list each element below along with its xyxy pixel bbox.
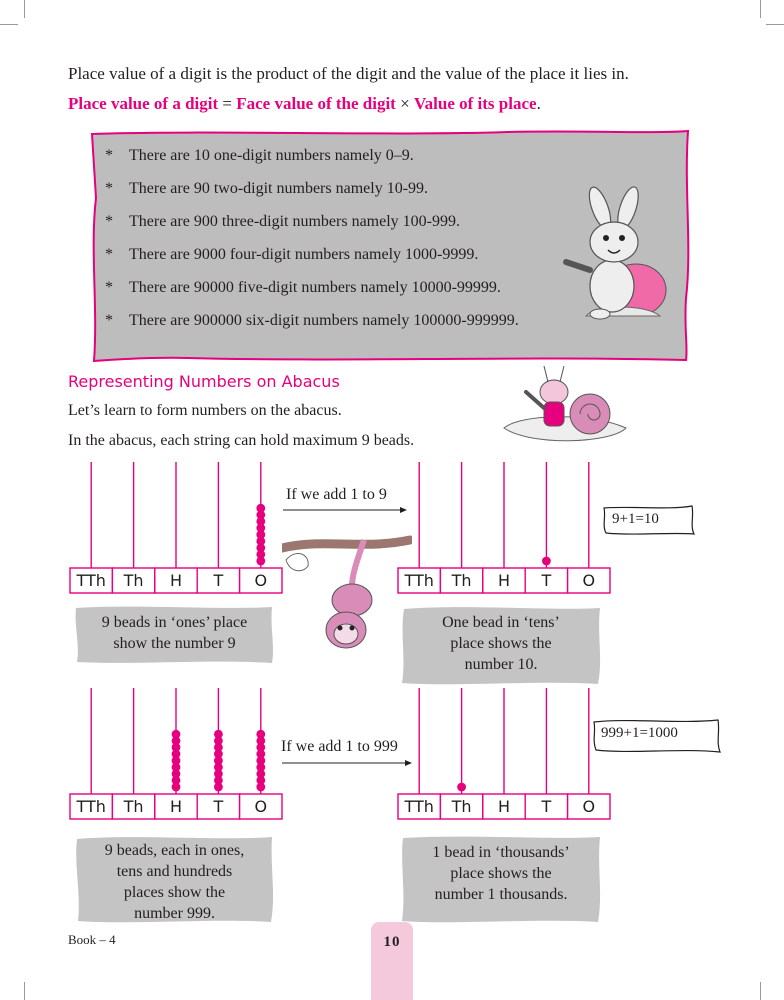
book-label: Book – 4 [68,932,116,947]
caption-nine [72,612,277,654]
abacus-place-label: H [169,571,183,590]
fact-text: There are 90000 five-digit numbers namely 10000-99999. [129,279,501,296]
abacus-one-thousand [398,688,610,819]
abacus-place-label: H [497,797,511,816]
abacus-bead [214,730,223,739]
caption-line: place shows the [450,635,552,652]
abacus-bead [457,783,466,792]
fact-text: There are 900 three-digit numbers namely 100-999. [129,213,460,230]
caption-line: 1 bead in ‘thousands’ [432,844,570,861]
abacus-place-label: O [582,797,596,816]
section-title: Representing Numbers on Abacus [68,372,340,391]
bullet-star: * [105,213,113,230]
abacus-nine-hundred-ninety-nine [70,688,282,819]
intro-text: Place value of a digit is the product of the digit and the value of the place it lies in. [68,64,629,83]
abacus-place-label: H [169,797,183,816]
caption-nine-hundred-ninety-nine [72,840,277,924]
abacus-place-label: TTh [404,571,434,590]
abacus-bead [256,730,265,739]
bullet-star: * [105,279,113,296]
arrow-head [400,507,407,513]
caption-ten [398,612,604,675]
abacus-place-label: T [213,571,224,590]
fact-text: There are 9000 four-digit numbers namely 1000-9999. [129,246,479,263]
arrow-label: If we add 1 to 9 [286,486,387,503]
abacus-place-label: TTh [76,571,106,590]
abacus-rule-line: In the abacus, each string can hold maximum 9 beads. [68,432,415,449]
abacus-place-label: Th [451,797,472,816]
bullet-star: * [105,180,113,197]
abacus-ten [398,462,610,593]
abacus-place-label: Th [451,571,472,590]
abacus-place-label: O [582,571,596,590]
fact-text: There are 10 one-digit numbers namely 0–9. [129,147,414,164]
abacus-place-label: TTh [76,797,106,816]
caption-line: 9 beads in ‘ones’ place [101,614,248,631]
caption-line: show the number 9 [113,635,236,652]
abacus-place-label: T [213,797,224,816]
formula-place: Value of its place [413,94,537,113]
fact-text: There are 900000 six-digit numbers namely 100000-999999. [129,312,519,329]
abacus-place-label: Th [123,571,144,590]
caption-line: 9 beads, each in ones, [104,842,245,859]
abacus-nine [70,462,282,593]
arrow-label: If we add 1 to 999 [281,738,398,755]
abacus-place-label: TTh [404,797,434,816]
bullet-star: * [105,246,113,263]
caption-thousand [398,842,604,905]
abacus-intro-line: Let’s learn to form numbers on the abacus. [68,402,342,419]
abacus-bead [256,504,265,513]
formula-end: . [536,94,541,113]
caption-line: One bead in ‘tens’ [442,614,560,631]
fact-text: There are 90 two-digit numbers namely 10-99. [129,180,429,197]
abacus-place-label: O [254,797,268,816]
caption-line: place shows the [450,865,552,882]
formula-times: × [395,94,414,113]
abacus-bead [172,730,181,739]
abacus-place-label: T [541,797,552,816]
abacus-bead [542,557,551,566]
formula-equals: = [218,94,237,113]
equation-text: 999+1=1000 [601,725,678,741]
caption-line: number 1 thousands. [434,886,568,903]
equation-text: 9+1=10 [612,511,659,527]
abacus-place-label: T [541,571,552,590]
formula-left: Place value of a digit [68,94,219,113]
caption-line: number 10. [464,656,538,673]
page-number: 10 [383,934,401,950]
caption-line: places show the [123,884,226,901]
abacus-place-label: Th [123,797,144,816]
bullet-star: * [105,312,113,329]
bullet-star: * [105,147,113,164]
formula-face: Face value of the digit [236,94,396,113]
caption-line: tens and hundreds [116,863,233,880]
caption-line: number 999. [134,905,215,922]
abacus-place-label: O [254,571,268,590]
abacus-place-label: H [497,571,511,590]
arrow-head [405,760,412,766]
